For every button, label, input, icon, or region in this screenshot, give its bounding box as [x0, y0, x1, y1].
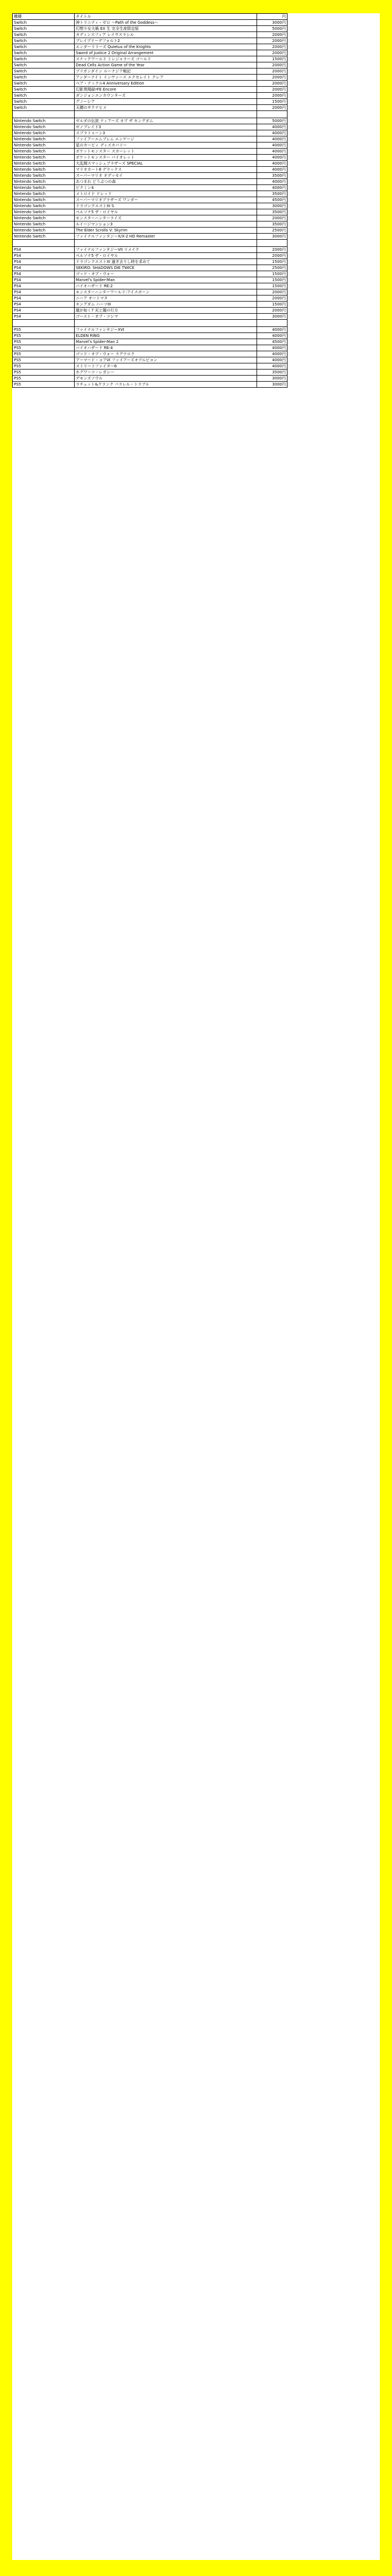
price-cell: 2000円 — [257, 87, 288, 93]
price-cell: 2500円 — [257, 265, 288, 271]
table-row — [13, 62, 288, 68]
title-cell: 龍が如く7 光と闇の行方 — [75, 308, 257, 314]
table-row — [13, 81, 288, 87]
table-row — [13, 20, 288, 26]
platform-cell: PS5 — [13, 351, 75, 357]
title-cell: ゴッド・オブ・ウォー — [75, 271, 257, 277]
price-cell: 3000円 — [257, 20, 288, 26]
platform-cell: Nintendo Switch — [13, 118, 75, 124]
title-cell: Marvel's Spider-Man — [75, 277, 257, 283]
table-row — [13, 289, 288, 295]
table-row — [13, 369, 288, 376]
spacer-cell — [75, 240, 257, 247]
table-row — [13, 130, 288, 136]
price-cell: 4000円 — [257, 155, 288, 161]
platform-cell: Switch — [13, 68, 75, 75]
title-cell: ドラゴンクエストXI S — [75, 203, 257, 209]
title-cell: ファイナルファンタジーXVI — [75, 327, 257, 333]
table-row — [13, 351, 288, 357]
title-cell: Dead Cells Action Game of the Year — [75, 62, 257, 68]
table-row — [13, 339, 288, 345]
title-cell: ドラゴンクエストXI 過ぎ去りし時を求めて — [75, 259, 257, 265]
title-cell: The Elder Scrolls V: Skyrim — [75, 228, 257, 234]
platform-cell: Nintendo Switch — [13, 191, 75, 197]
platform-cell: Switch — [13, 75, 75, 81]
title-cell: ブリガンダイン ルーナジア戦記 — [75, 68, 257, 75]
table-row — [13, 308, 288, 314]
title-cell: Marvel's Spider-Man 2 — [75, 339, 257, 345]
spacer-cell — [13, 240, 75, 247]
price-cell: 3500円 — [257, 209, 288, 215]
title-cell: スーパーマリオ オデッセイ — [75, 173, 257, 179]
title-cell: 幻影異聞録♯FE Encore — [75, 87, 257, 93]
platform-cell: Nintendo Switch — [13, 221, 75, 228]
table-row — [13, 179, 288, 185]
title-cell: アンダーナイト インヴァース エクセレイト クレア — [75, 75, 257, 81]
table-row — [13, 32, 288, 38]
price-cell: 2000円 — [257, 308, 288, 314]
spacer-cell — [257, 240, 288, 247]
price-cell: 2000円 — [257, 50, 288, 56]
platform-cell: PS5 — [13, 345, 75, 351]
title-cell: ペルソナ5 ザ・ロイヤル — [75, 253, 257, 259]
header-price: 円 — [257, 14, 288, 20]
platform-cell: Switch — [13, 26, 75, 32]
price-cell: 4000円 — [257, 130, 288, 136]
spacer-cell — [13, 111, 75, 118]
title-cell: グノーシア — [75, 99, 257, 105]
platform-cell: PS4 — [13, 302, 75, 308]
platform-cell: Nintendo Switch — [13, 161, 75, 167]
platform-cell: PS5 — [13, 327, 75, 333]
table-row — [13, 327, 288, 333]
title-cell: ダンジョンエンカウンターズ — [75, 93, 257, 99]
title-cell: ルイージマンション3 — [75, 221, 257, 228]
price-cell: 2000円 — [257, 75, 288, 81]
title-cell: メトロイド ドレッド — [75, 191, 257, 197]
table-row — [13, 44, 288, 50]
title-cell: オディンスフィア レイヴスラシル — [75, 32, 257, 38]
platform-cell: PS4 — [13, 314, 75, 320]
title-cell: スーパーマリオブラザーズ ワンダー — [75, 197, 257, 203]
title-cell: バイオハザード RE:4 — [75, 345, 257, 351]
title-cell: アーマード・コアVI ファイアーズオブルビコン — [75, 357, 257, 363]
price-cell: 2000円 — [257, 32, 288, 38]
section-spacer — [13, 240, 288, 247]
spacer-cell — [75, 320, 257, 327]
spacer-cell — [13, 320, 75, 327]
title-cell: ブレイブリーデフォルト2 — [75, 38, 257, 44]
title-cell: 大乱闘スマッシュブラザーズ SPECIAL — [75, 161, 257, 167]
price-cell: 1500円 — [257, 277, 288, 283]
platform-cell: PS4 — [13, 259, 75, 265]
title-cell: 天穂のサクナヒメ — [75, 105, 257, 111]
title-cell: あつまれ どうぶつの森 — [75, 179, 257, 185]
price-cell: 3000円 — [257, 203, 288, 209]
title-cell: ニーア オートマタ — [75, 295, 257, 302]
price-cell: 2000円 — [257, 38, 288, 44]
price-cell: 3000円 — [257, 382, 288, 388]
table-row — [13, 26, 288, 32]
table-row — [13, 283, 288, 289]
platform-cell: Switch — [13, 20, 75, 26]
platform-cell: Nintendo Switch — [13, 228, 75, 234]
price-cell: 2000円 — [257, 93, 288, 99]
title-cell: ゴッド・オブ・ウォー ラグナロク — [75, 351, 257, 357]
section-spacer — [13, 111, 288, 118]
price-cell: 2000円 — [257, 62, 288, 68]
table-row — [13, 191, 288, 197]
table-row — [13, 75, 288, 81]
title-cell: ゼルダの伝説 ティアーズ オブ ザ キングダム — [75, 118, 257, 124]
price-cell: 4000円 — [257, 179, 288, 185]
table-row — [13, 259, 288, 265]
price-table — [12, 13, 288, 388]
price-cell: 4000円 — [257, 357, 288, 363]
title-cell: ストリートファイター6 — [75, 363, 257, 369]
title-cell: Sword of Justice 2 Original Arrangement — [75, 50, 257, 56]
table-row — [13, 93, 288, 99]
platform-cell: Switch — [13, 44, 75, 50]
title-cell: ファイナルファンタジーX/X-2 HD Remaster — [75, 234, 257, 240]
table-row — [13, 185, 288, 191]
table-row — [13, 221, 288, 228]
table-row — [13, 38, 288, 44]
price-cell: 3000円 — [257, 376, 288, 382]
price-cell: 4000円 — [257, 124, 288, 130]
price-cell: 1500円 — [257, 283, 288, 289]
table-row — [13, 155, 288, 161]
table-row — [13, 161, 288, 167]
price-cell: 1500円 — [257, 259, 288, 265]
price-cell: 2000円 — [257, 295, 288, 302]
header-platform: 機種 — [13, 14, 75, 20]
title-cell: ベア・ナックル4 Anniversary Edition — [75, 81, 257, 87]
title-cell: エンダーリリーズ Quietus of the Knights — [75, 44, 257, 50]
platform-cell: Nintendo Switch — [13, 179, 75, 185]
platform-cell: Nintendo Switch — [13, 149, 75, 155]
title-cell: モンスターハンターライズ — [75, 215, 257, 221]
price-cell: 2000円 — [257, 215, 288, 221]
price-cell: 2000円 — [257, 253, 288, 259]
title-cell: ペルソナ5 ザ・ロイヤル — [75, 209, 257, 215]
price-cell: 5000円 — [257, 118, 288, 124]
title-cell: ポケットモンスター スカーレット — [75, 149, 257, 155]
platform-cell: PS4 — [13, 308, 75, 314]
price-cell: 2000円 — [257, 68, 288, 75]
price-cell: 2500円 — [257, 228, 288, 234]
price-cell: 4500円 — [257, 197, 288, 203]
platform-cell: Switch — [13, 81, 75, 87]
platform-cell: PS5 — [13, 363, 75, 369]
spacer-cell — [75, 111, 257, 118]
title-cell: バイオハザード RE:2 — [75, 283, 257, 289]
price-cell: 2000円 — [257, 105, 288, 111]
table-row — [13, 167, 288, 173]
platform-cell: PS4 — [13, 247, 75, 253]
table-row — [13, 87, 288, 93]
platform-cell: PS5 — [13, 376, 75, 382]
table-row — [13, 203, 288, 209]
price-cell: 1500円 — [257, 271, 288, 277]
platform-cell: Nintendo Switch — [13, 173, 75, 179]
table-row — [13, 363, 288, 369]
price-cell: 4500円 — [257, 339, 288, 345]
title-cell: ピクミン4 — [75, 185, 257, 191]
price-cell: 3000円 — [257, 314, 288, 320]
table-row — [13, 99, 288, 105]
platform-cell: Nintendo Switch — [13, 142, 75, 149]
price-cell: 1500円 — [257, 99, 288, 105]
platform-cell: Switch — [13, 105, 75, 111]
platform-cell: Nintendo Switch — [13, 203, 75, 209]
platform-cell: Switch — [13, 93, 75, 99]
price-cell: 4000円 — [257, 161, 288, 167]
table-row — [13, 302, 288, 308]
platform-cell: PS5 — [13, 339, 75, 345]
table-row — [13, 136, 288, 142]
table-row — [13, 173, 288, 179]
platform-cell: Nintendo Switch — [13, 155, 75, 161]
platform-cell: Switch — [13, 62, 75, 68]
table-row — [13, 357, 288, 363]
table-row — [13, 247, 288, 253]
price-cell: 3500円 — [257, 369, 288, 376]
price-cell: 2000円 — [257, 44, 288, 50]
platform-cell: PS4 — [13, 265, 75, 271]
table-row — [13, 382, 288, 388]
title-cell: ファイナルファンタジーVII リメイク — [75, 247, 257, 253]
price-cell: 3500円 — [257, 221, 288, 228]
table-row — [13, 142, 288, 149]
price-cell: 4000円 — [257, 363, 288, 369]
platform-cell: Nintendo Switch — [13, 197, 75, 203]
platform-cell: Nintendo Switch — [13, 215, 75, 221]
price-cell: 1500円 — [257, 302, 288, 308]
section-spacer — [13, 320, 288, 327]
price-cell: 2000円 — [257, 81, 288, 87]
price-cell: 4000円 — [257, 149, 288, 155]
title-cell: ラチェット&クランク パラレル・トラブル — [75, 382, 257, 388]
table-row — [13, 228, 288, 234]
price-cell: 3500円 — [257, 173, 288, 179]
platform-cell: Nintendo Switch — [13, 234, 75, 240]
price-cell: 3500円 — [257, 191, 288, 197]
platform-cell: PS4 — [13, 277, 75, 283]
table-row — [13, 345, 288, 351]
table-row — [13, 333, 288, 339]
price-list-sheet — [12, 13, 380, 2560]
price-cell: 4000円 — [257, 136, 288, 142]
platform-cell: Nintendo Switch — [13, 209, 75, 215]
price-cell: 4000円 — [257, 167, 288, 173]
title-cell: ホグワーツ・レガシー — [75, 369, 257, 376]
platform-cell: Nintendo Switch — [13, 130, 75, 136]
table-row — [13, 50, 288, 56]
table-row — [13, 265, 288, 271]
title-cell: モンスターハンターワールド:アイスボーン — [75, 289, 257, 295]
platform-cell: PS4 — [13, 271, 75, 277]
price-cell: 1500円 — [257, 56, 288, 62]
spacer-cell — [257, 111, 288, 118]
table-row — [13, 271, 288, 277]
table-row — [13, 149, 288, 155]
price-cell: 4000円 — [257, 327, 288, 333]
table-row — [13, 215, 288, 221]
table-row — [13, 295, 288, 302]
table-row — [13, 197, 288, 203]
title-cell: デモンズソウル — [75, 376, 257, 382]
title-cell: ゴースト・オブ・ツシマ — [75, 314, 257, 320]
table-row — [13, 118, 288, 124]
platform-cell: Switch — [13, 38, 75, 44]
title-cell: スプラトゥーン3 — [75, 130, 257, 136]
price-cell: 4000円 — [257, 185, 288, 191]
table-row — [13, 124, 288, 130]
table-row — [13, 209, 288, 215]
platform-cell: Nintendo Switch — [13, 136, 75, 142]
table-row — [13, 68, 288, 75]
table-row — [13, 277, 288, 283]
price-cell: 2000円 — [257, 247, 288, 253]
spacer-cell — [257, 320, 288, 327]
title-cell: マリオカート8 デラックス — [75, 167, 257, 173]
title-cell: スナックワールド トレジャラーズ ゴールド — [75, 56, 257, 62]
header-title: タイトル — [75, 14, 257, 20]
price-cell: 4000円 — [257, 333, 288, 339]
platform-cell: PS4 — [13, 289, 75, 295]
table-row — [13, 56, 288, 62]
platform-cell: PS4 — [13, 253, 75, 259]
title-cell: ファイアーエムブレム エンゲージ — [75, 136, 257, 142]
price-cell: 5000円 — [257, 26, 288, 32]
platform-cell: Switch — [13, 56, 75, 62]
title-cell: 星のカービィ ディスカバリー — [75, 142, 257, 149]
platform-cell: Nintendo Switch — [13, 124, 75, 130]
platform-cell: Switch — [13, 99, 75, 105]
table-row — [13, 234, 288, 240]
table-row — [13, 253, 288, 259]
platform-cell: Switch — [13, 50, 75, 56]
table-row — [13, 376, 288, 382]
header-row — [13, 14, 288, 20]
title-cell: 幻想少女大戦 EX 生 完全生産限定版 — [75, 26, 257, 32]
table-row — [13, 314, 288, 320]
price-cell: 2000円 — [257, 289, 288, 295]
title-cell: 神トリニティ・ゼロ ～Path of the Goddess～ — [75, 20, 257, 26]
platform-cell: Nintendo Switch — [13, 185, 75, 191]
platform-cell: Nintendo Switch — [13, 167, 75, 173]
title-cell: ポケットモンスター バイオレット — [75, 155, 257, 161]
platform-cell: PS5 — [13, 357, 75, 363]
title-cell: ELDEN RING — [75, 333, 257, 339]
price-cell: 4000円 — [257, 351, 288, 357]
platform-cell: PS5 — [13, 369, 75, 376]
title-cell: SEKIRO: SHADOWS DIE TWICE — [75, 265, 257, 271]
price-cell: 3000円 — [257, 234, 288, 240]
platform-cell: PS4 — [13, 295, 75, 302]
table-row — [13, 105, 288, 111]
platform-cell: PS5 — [13, 333, 75, 339]
title-cell: ゼノブレイド3 — [75, 124, 257, 130]
price-table-body — [13, 14, 288, 388]
platform-cell: PS5 — [13, 382, 75, 388]
title-cell: キングダム ハーツIII — [75, 302, 257, 308]
price-cell: 4000円 — [257, 345, 288, 351]
platform-cell: Switch — [13, 32, 75, 38]
platform-cell: Switch — [13, 87, 75, 93]
price-cell: 4000円 — [257, 142, 288, 149]
platform-cell: PS4 — [13, 283, 75, 289]
